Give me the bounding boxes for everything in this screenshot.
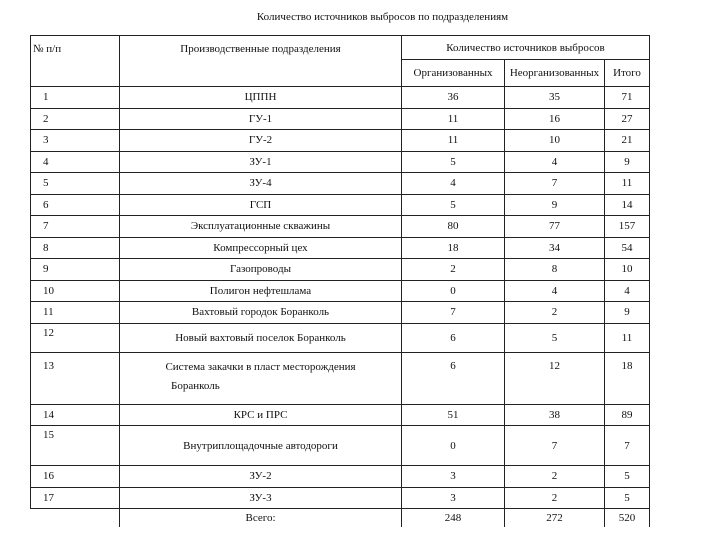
header-num: № п/п <box>31 36 120 87</box>
row-total: 9 <box>605 302 650 324</box>
totals-blank-cell <box>31 509 120 528</box>
row-division: ГУ-2 <box>120 130 402 152</box>
row-division: Новый вахтовый поселок Боранколь <box>120 323 402 352</box>
row-num: 1 <box>31 87 120 109</box>
row-total: 10 <box>605 259 650 281</box>
row-total: 5 <box>605 466 650 488</box>
row-total: 5 <box>605 487 650 509</box>
row-division: ГСП <box>120 194 402 216</box>
row-total: 11 <box>605 323 650 352</box>
table-row <box>31 352 650 404</box>
row-num: 13 <box>31 352 120 404</box>
table-row <box>31 323 650 352</box>
row-organized: 80 <box>402 216 505 238</box>
row-division: ЗУ-2 <box>120 466 402 488</box>
row-organized: 3 <box>402 487 505 509</box>
row-organized: 2 <box>402 259 505 281</box>
row-num: 10 <box>31 280 120 302</box>
table-row <box>31 404 650 426</box>
header-row <box>31 36 650 60</box>
row-num: 7 <box>31 216 120 238</box>
row-division: ЦППН <box>120 87 402 109</box>
row-division: Газопроводы <box>120 259 402 281</box>
table-row <box>31 302 650 324</box>
row-division-line1: Система закачки в пласт месторождения <box>165 360 356 373</box>
table-row <box>31 426 650 466</box>
row-num: 5 <box>31 173 120 195</box>
header-division: Производственные подразделения <box>120 36 402 87</box>
row-total: 157 <box>605 216 650 238</box>
totals-label: Всего: <box>120 509 402 528</box>
table-row <box>31 237 650 259</box>
row-num: 9 <box>31 259 120 281</box>
totals-row <box>31 509 650 528</box>
row-division: КРС и ПРС <box>120 404 402 426</box>
row-num: 16 <box>31 466 120 488</box>
row-unorganized: 7 <box>505 173 605 195</box>
row-organized: 5 <box>402 194 505 216</box>
row-total: 14 <box>605 194 650 216</box>
table-row <box>31 216 650 238</box>
page-title: Количество источников выбросов по подразделениям <box>256 11 509 23</box>
row-organized: 18 <box>402 237 505 259</box>
row-num: 17 <box>31 487 120 509</box>
totals-unorganized: 272 <box>505 509 605 528</box>
row-unorganized: 34 <box>505 237 605 259</box>
row-total: 18 <box>605 352 650 404</box>
table-row <box>31 466 650 488</box>
row-organized: 51 <box>402 404 505 426</box>
row-total: 11 <box>605 173 650 195</box>
row-unorganized: 2 <box>505 466 605 488</box>
row-unorganized: 2 <box>505 487 605 509</box>
row-organized: 5 <box>402 151 505 173</box>
table-row <box>31 151 650 173</box>
row-total: 27 <box>605 108 650 130</box>
row-unorganized: 5 <box>505 323 605 352</box>
row-division: ЗУ-4 <box>120 173 402 195</box>
row-unorganized: 9 <box>505 194 605 216</box>
row-num: 2 <box>31 108 120 130</box>
row-total: 7 <box>605 426 650 466</box>
table-row <box>31 173 650 195</box>
row-division: ЗУ-1 <box>120 151 402 173</box>
row-division: ЗУ-3 <box>120 487 402 509</box>
emission-sources-table <box>30 35 650 527</box>
row-unorganized: 7 <box>505 426 605 466</box>
row-organized: 0 <box>402 280 505 302</box>
row-unorganized: 4 <box>505 280 605 302</box>
row-division: Полигон нефтешлама <box>120 280 402 302</box>
row-organized: 7 <box>402 302 505 324</box>
row-num: 8 <box>31 237 120 259</box>
row-total: 21 <box>605 130 650 152</box>
header-organized: Организованных <box>402 60 505 87</box>
table-row <box>31 487 650 509</box>
row-division-line2: Боранколь <box>171 379 220 392</box>
row-unorganized: 10 <box>505 130 605 152</box>
header-unorganized: Неорганизованных <box>505 60 605 87</box>
row-num: 12 <box>31 323 120 352</box>
row-organized: 11 <box>402 130 505 152</box>
table-row <box>31 280 650 302</box>
table-row <box>31 194 650 216</box>
totals-total: 520 <box>605 509 650 528</box>
row-organized: 4 <box>402 173 505 195</box>
row-total: 89 <box>605 404 650 426</box>
row-organized: 11 <box>402 108 505 130</box>
row-num: 11 <box>31 302 120 324</box>
table-row <box>31 87 650 109</box>
totals-organized: 248 <box>402 509 505 528</box>
row-organized: 6 <box>402 323 505 352</box>
row-num: 6 <box>31 194 120 216</box>
row-num: 4 <box>31 151 120 173</box>
row-division: Компрессорный цех <box>120 237 402 259</box>
table-row <box>31 259 650 281</box>
row-num: 15 <box>31 426 120 466</box>
row-unorganized: 38 <box>505 404 605 426</box>
row-unorganized: 4 <box>505 151 605 173</box>
row-num: 14 <box>31 404 120 426</box>
row-division: ГУ-1 <box>120 108 402 130</box>
row-total: 4 <box>605 280 650 302</box>
row-total: 54 <box>605 237 650 259</box>
row-total: 9 <box>605 151 650 173</box>
row-unorganized: 16 <box>505 108 605 130</box>
row-unorganized: 8 <box>505 259 605 281</box>
header-sources-count: Количество источников выбросов <box>402 36 650 60</box>
row-unorganized: 2 <box>505 302 605 324</box>
row-organized: 3 <box>402 466 505 488</box>
row-organized: 6 <box>402 352 505 404</box>
row-unorganized: 35 <box>505 87 605 109</box>
row-unorganized: 77 <box>505 216 605 238</box>
row-num: 3 <box>31 130 120 152</box>
row-division: Вахтовый городок Боранколь <box>120 302 402 324</box>
row-organized: 36 <box>402 87 505 109</box>
row-division: Эксплуатационные скважины <box>120 216 402 238</box>
row-organized: 0 <box>402 426 505 466</box>
table-row <box>31 130 650 152</box>
header-total: Итого <box>605 60 650 87</box>
row-division <box>120 352 402 404</box>
row-total: 71 <box>605 87 650 109</box>
row-division: Внутриплощадочные автодороги <box>120 426 402 466</box>
row-unorganized: 12 <box>505 352 605 404</box>
table-row <box>31 108 650 130</box>
